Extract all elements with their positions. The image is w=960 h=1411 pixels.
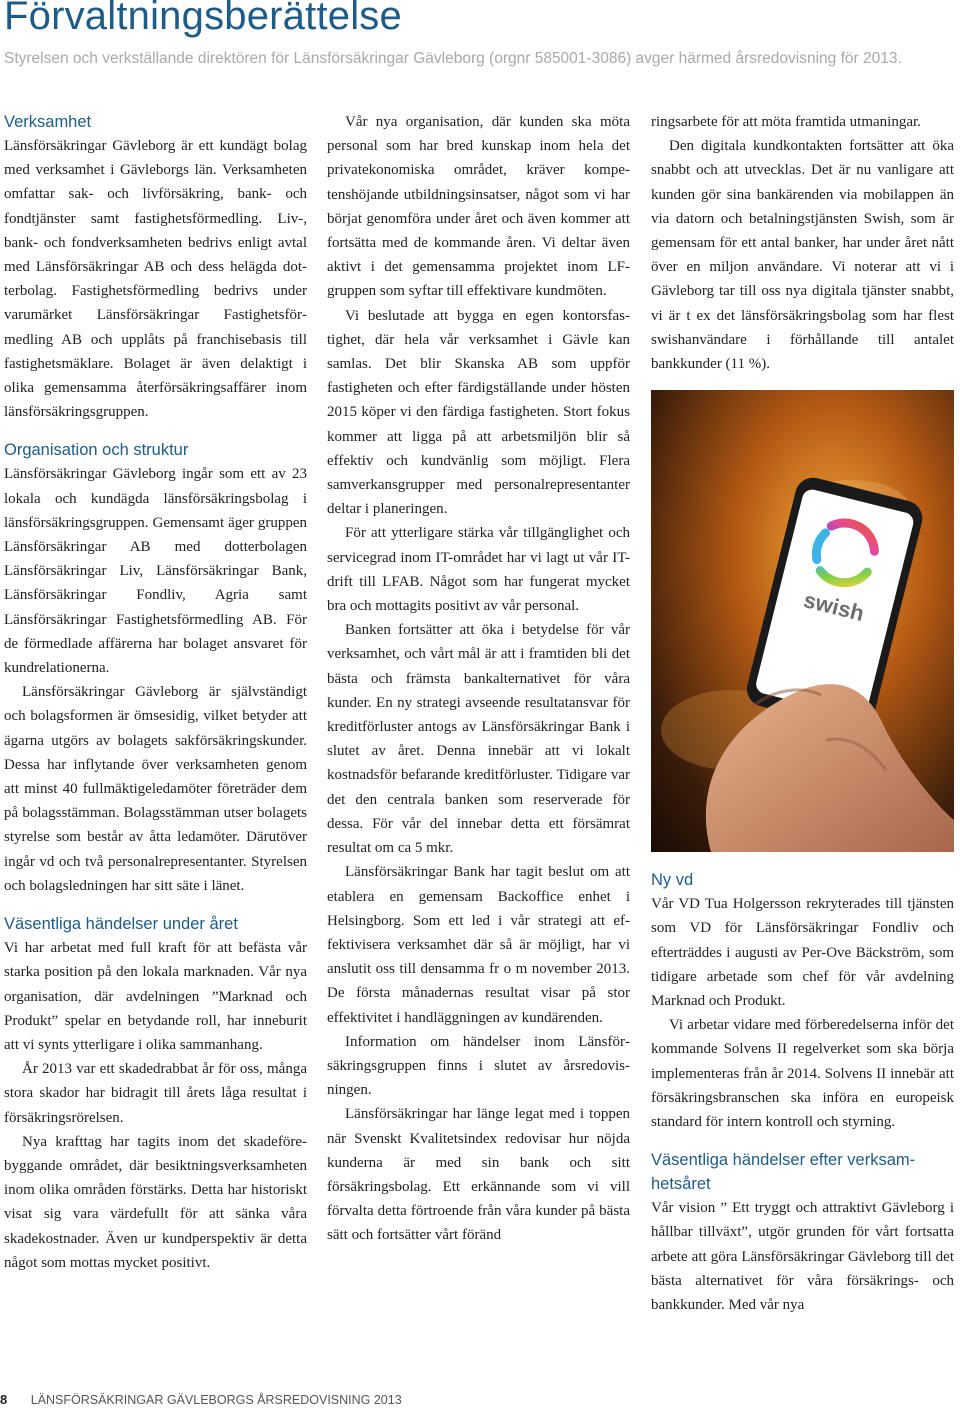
paragraph: Länsförsäkringar Gävleborg ingår som ett av 23 lokala och kundägda länsförsäkringsbolag i länsförsäkringsgruppen. Gemensamt äger gruppen Länsförsäkringar AB med dotterbolagen Länsförsäkringar Liv, Länsförsäkringar Bank, Länsförsäkringar Fondliv, Agria samt Länsförsäkringar Fastighetsförmedling AB. För de förmedlade affärerna har bolaget ansvaret för kundrelationerna. bbox=[4, 466, 307, 677]
paragraph: För att ytterligare stärka vår tillgänglighet och servicegrad inom IT-området har vi lagt ut vår IT-drift till LFAB. Något som har fungerat mycket bra och mottagits positivt av vår personal. bbox=[327, 525, 630, 615]
paragraph: Vi beslutade att bygga en egen kontorsfastighet, där hela vår verksamhet i Gävle kan samlas. Det blir Skanska AB som uppför fastigheten och efter färdigställande under hösten 2015 köper vi den färdiga fastigheten. Stort fokus kommer att ligga på att arbetsmiljön blir så effektiv och kundvänlig som möjligt. Flera samverkansgrupper med personalrepresentanter deltar i planeringen. bbox=[327, 307, 630, 518]
paragraph: Vår nya organisation, där kunden ska möta personal som har bred kunskap inom hela det privatekonomiska området, kräver kompetenshöjande utbildningsinsatser, något som vi har börjat genomföra under året och även kommer att fortsätta med de kommande åren. Vi deltar även aktivt i det gemensamma projektet inom LF-gruppen som syftar till effektivare kundmöten. bbox=[327, 114, 630, 300]
heading-vasentliga-handelser: Väsentliga händelser under året bbox=[4, 915, 238, 934]
heading-ny-vd: Ny vd bbox=[651, 871, 694, 890]
paragraph: Länsförsäkringar Bank har tagit beslut om att etablera en gemensam Backoffice enhet i Helsingborg. Som ett led i vår strategi att effektivisera verksamhet där så är möjligt, har vi anslutit oss till densamma fr o m november 2013. De första månadernas resultat visar på stor effektivitet i handläggningen av kundärenden. bbox=[327, 864, 630, 1026]
page-title: Förvaltningsberättelse bbox=[4, 0, 402, 38]
paragraph: Nya krafttag har tagits inom det skadeförebyggande området, där besiktningsverksamheten inom olika områden förstärks. Detta har historiskt visat sig vara värdefullt för att sänka våra skadekostnader. Även ur kundperspektiv är detta något som mottas mycket positivt. bbox=[4, 1133, 307, 1271]
paragraph: År 2013 var ett skadedrabbat år för oss, många stora skador har bidragit till årets låga resultat i försäkringsrörelsen. bbox=[4, 1061, 307, 1126]
running-title: LÄNSFÖRSÄKRINGAR GÄVLEBORGS ÅRSREDOVISNING 2013 bbox=[30, 1393, 402, 1407]
paragraph: Vi arbetar vidare med förberedelserna inför det kommande Solvens II regelverket som ska börja implementeras från år 2014. Solvens II innebär att försäkringsbranschen ska införa en europeisk standard för intern kontroll och styrning. bbox=[651, 1017, 954, 1131]
paragraph: Länsförsäkringar har länge legat med i toppen när Svenskt Kvalitetsindex redovisar hur nöjda kunderna är med sin bank och sitt försäkringsbolag. Ett erkännande som vi vill förvalta detta förtroende från våra kunder på bästa sätt och fortsätter vårt föränd bbox=[327, 1106, 630, 1244]
paragraph: Vi har arbetat med full kraft för att befästa vår starka position på den lokala marknaden. Vår nya organisation, där avdelningen ”Marknad och Produkt” spelar en betydande roll, har inneburit att vi synts ytterligare i olika sammanhang. bbox=[4, 940, 307, 1053]
page-footer bbox=[0, 1392, 402, 1407]
column-1 bbox=[4, 110, 307, 1275]
paragraph: Vår vision ” Ett tryggt och attraktivt Gävleborg i hållbar tillväxt”, utgör grunden för vårt fortsatta arbete att göra Länsförsäkringar Gävleborg till det bästa alternativet för våra försäkrings- och bankkunder. Med vår nya bbox=[651, 1200, 954, 1314]
column-2 bbox=[327, 110, 630, 1248]
paragraph: Den digitala kundkontakten fortsätter att öka snabbt och att utvecklas. Det är nu vanligare att kunden gör sina bankärenden via mobilappen än via datorn och betalningstjänsten Swish, som är gemensam för ett antal banker, har under året nått över en miljon användare. Vi noterar att vi i Gävleborg tar till oss nya digitala tjänster snabbt, vi är t ex det länsförsäkringsbolag som har flest swishanvändare i förhållande till antalet bankkunder (11 %). bbox=[651, 138, 954, 373]
heading-organisation: Organisation och struktur bbox=[4, 441, 189, 460]
paragraph: Länsförsäkringar Gävleborg är ett kundägt bolag med verksamhet i Gävleborgs län. Verksamheten omfattar sak- och livförsäkring, bank- och fondtjänster samt fastighetsförmedling. Liv-, bank- och fondverksamheten bedrivs enligt avtal med Länsförsäkringar AB och dess helägda dotterbolag. Fastighetsförmedling bedrivs under varumärket Länsförsäkringar Fastighetsförmedling AB och upplåts på franchisebasis till fastighetsmäklare. Bolaget är även delaktigt i olika gemensamma återförsäkringsaffärer inom länsförsäkringsgruppen. bbox=[4, 138, 307, 421]
swish-phone-photo bbox=[651, 390, 954, 852]
heading-efter-verksamhetsaret: Väsentliga händelser efter verksamhetsåret bbox=[651, 1151, 916, 1194]
paragraph: Länsförsäkringar Gävleborg är självständigt och bolagsformen är ömsesidig, vilket betyder att ägarna utgörs av bolagets sakförsäkringskunder. Dessa har inflytande över verksamheten genom att minst 40 fullmäktigeledamöter företräder dem på bolagsstämman. Bolagsstämman utser bolagets styrelse som består av åtta ledamöter. Därutöver ingår vd och två personalrepresentanter. Styrelsen och bolagsledningen har sitt säte i länet. bbox=[4, 684, 307, 894]
page-subtitle: Styrelsen och verkställande direktören för Länsförsäkringar Gävleborg (orgnr 585001-3086) avger härmed årsredovisning för 2013. bbox=[4, 50, 902, 67]
paragraph: Information om händelser inom Länsförsäkringsgruppen finns i slutet av årsredovisningen. bbox=[327, 1033, 630, 1099]
page-number: 8 bbox=[0, 1392, 8, 1407]
heading-verksamhet: Verksamhet bbox=[4, 113, 92, 131]
paragraph: Vår VD Tua Holgersson rekryterades till tjänsten som VD för Länsförsäkringar Fondliv och efterträddes i augusti av Per-Ove Bäckström, som tidigare arbetade som chef för vår avdelning Marknad och Produkt. bbox=[651, 896, 954, 1010]
paragraph: Banken fortsätter att öka i betydelse för vår verksamhet, och vårt mål är att i framtiden bli det bästa och främsta bankalternativet för våra kunder. En ny strategi avseende resultatansvar för kreditförluster antogs av Länsförsäkringar Bank i slutet av året. Denna innebär att vi lokalt kostnadsför befarande kreditförluster. Tidigare var det den centrala banken som reserverade för dessa. För vår del innebar detta ett försämrat resultat om ca 5 mkr. bbox=[327, 622, 630, 857]
column-3 bbox=[651, 110, 954, 1317]
swish-logo-text: swish bbox=[801, 587, 867, 627]
paragraph: ringsarbete för att möta framtida utmaningar. bbox=[651, 114, 921, 130]
